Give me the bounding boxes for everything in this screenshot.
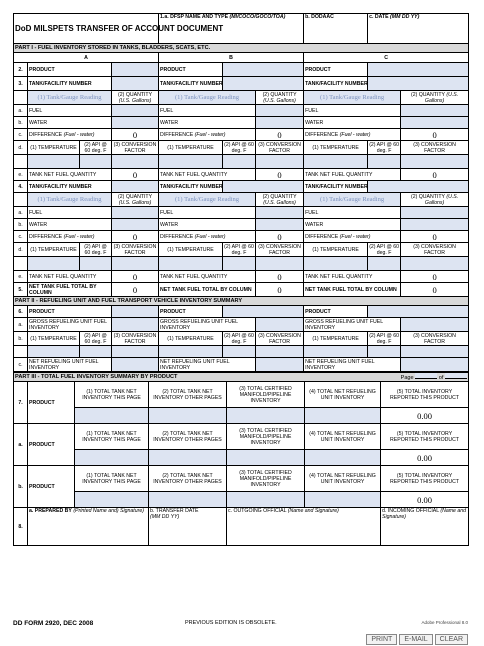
water-b-input[interactable]: [256, 117, 304, 129]
tank-reading-a[interactable]: (1) Tank/Gauge Reading: [28, 91, 112, 105]
conversion-b-input[interactable]: [256, 155, 304, 169]
gross-a-input[interactable]: [112, 318, 159, 332]
form-footer: [13, 620, 468, 643]
tank2-reading-b[interactable]: (1) Tank/Gauge Reading: [159, 193, 256, 207]
incoming-official-field[interactable]: d. INCOMING OFFICIAL (Name and Signature): [381, 508, 469, 546]
p2-conversion-b-input[interactable]: [256, 346, 304, 358]
part3-title: PART III - TOTAL FUEL INVENTORY SUMMARY BY PRODUCT: [14, 373, 305, 382]
conversion2-c-input[interactable]: [401, 257, 469, 271]
clear-button[interactable]: CLEAR: [435, 634, 468, 645]
difference-c-value: 0: [401, 129, 469, 141]
net-qty-c-value: 0: [401, 169, 469, 181]
net-total-c-value: 0: [401, 283, 469, 297]
tank2-c-input[interactable]: [368, 181, 469, 193]
p2-conversion-a-input[interactable]: [112, 346, 159, 358]
tank-label: TANK/FACILITY NUMBER: [304, 77, 368, 91]
fuel2-b-input[interactable]: [256, 207, 304, 219]
difference-b-value: 0: [256, 129, 304, 141]
net-total-b-value: 0: [256, 283, 304, 297]
product-label: PRODUCT: [159, 63, 223, 77]
p2-conversion-c-input[interactable]: [401, 346, 469, 358]
difference-a-value: 0: [112, 129, 159, 141]
product-a-input[interactable]: [112, 63, 159, 77]
fuel-b-input[interactable]: [256, 105, 304, 117]
api-b-input[interactable]: [223, 155, 256, 169]
net-qty2-c-value: 0: [401, 271, 469, 283]
net-qty2-a-value: 0: [112, 271, 159, 283]
difference2-b-value: 0: [256, 231, 304, 243]
tank-c-input[interactable]: [368, 77, 469, 91]
p3-a-col3[interactable]: [227, 450, 305, 466]
water2-a-input[interactable]: [112, 219, 159, 231]
api-c-input[interactable]: [368, 155, 401, 169]
obsolete-note: PREVIOUS EDITION IS OBSOLETE.: [185, 620, 277, 626]
api2-b-input[interactable]: [223, 257, 256, 271]
tank-reading-c[interactable]: (1) Tank/Gauge Reading: [304, 91, 401, 105]
product-b-input[interactable]: [223, 63, 304, 77]
col-c-header: C: [304, 53, 469, 63]
p2-api-a-input[interactable]: [80, 346, 112, 358]
conversion2-b-input[interactable]: [256, 257, 304, 271]
dodaac-field[interactable]: b. DODAAC: [304, 14, 368, 44]
tank2-reading-c[interactable]: (1) Tank/Gauge Reading: [304, 193, 401, 207]
net-qty-b-value: 0: [256, 169, 304, 181]
transfer-date-field[interactable]: b. TRANSFER DATE (MM DD YY): [149, 508, 227, 546]
water2-c-input[interactable]: [401, 219, 469, 231]
difference2-a-value: 0: [112, 231, 159, 243]
col-a-header: A: [14, 53, 159, 63]
net-refuel-a-input[interactable]: [112, 358, 159, 372]
api-a-input[interactable]: [80, 155, 112, 169]
p3-b-col3[interactable]: [227, 492, 305, 508]
tank-label: TANK/FACILITY NUMBER: [159, 77, 223, 91]
p3-a-col2[interactable]: [149, 450, 227, 466]
temperature2-b-input[interactable]: [159, 257, 223, 271]
prepared-by-field[interactable]: a. PREPARED BY (Printed Name and) Signature): [28, 508, 149, 546]
print-button[interactable]: PRINT: [366, 634, 397, 645]
net-qty2-b-value: 0: [256, 271, 304, 283]
conversion-c-input[interactable]: [401, 155, 469, 169]
p2-product-a-input[interactable]: [112, 306, 159, 318]
product-label: PRODUCT: [28, 63, 112, 77]
p3-7-col1[interactable]: [75, 408, 149, 424]
p2-api-b-input[interactable]: [223, 346, 256, 358]
p3-a-total: 0.00: [381, 450, 469, 466]
product-label: PRODUCT: [304, 63, 368, 77]
net-qty-a-value: 0: [112, 169, 159, 181]
p2-temperature-a-input[interactable]: [28, 346, 80, 358]
dfsp-field[interactable]: 1.a. DFSP NAME AND TYPE (MI/COCO/GOCO/TOA): [159, 14, 304, 44]
email-button[interactable]: E-MAIL: [399, 634, 432, 645]
api2-a-input[interactable]: [80, 257, 112, 271]
part2-title: PART II - REFUELING UNIT AND FUEL TRANSPORT VEHICLE INVENTORY SUMMARY: [14, 297, 469, 306]
conversion-a-input[interactable]: [112, 155, 159, 169]
fuel2-a-input[interactable]: [112, 207, 159, 219]
p3-b-col2[interactable]: [149, 492, 227, 508]
p3-7-col4[interactable]: [305, 408, 381, 424]
p2-temperature-b-input[interactable]: [159, 346, 223, 358]
water2-b-input[interactable]: [256, 219, 304, 231]
p2-temperature-c-input[interactable]: [304, 346, 368, 358]
gross-b-input[interactable]: [256, 318, 304, 332]
product-c-input[interactable]: [368, 63, 469, 77]
part1-title: PART I - FUEL INVENTORY STORED IN TANKS, BLADDERS, SCATS, ETC.: [14, 44, 469, 53]
temperature2-a-input[interactable]: [28, 257, 80, 271]
gross-c-input[interactable]: [401, 318, 469, 332]
page-total-input[interactable]: [445, 373, 467, 379]
p3-b-col1[interactable]: [75, 492, 149, 508]
water-a-input[interactable]: [112, 117, 159, 129]
water-c-input[interactable]: [401, 117, 469, 129]
p3-7-col2[interactable]: [149, 408, 227, 424]
net-total-a-value: 0: [112, 283, 159, 297]
adobe-note: Adobe Professional 8.0: [421, 620, 468, 625]
tank2-b-input[interactable]: [223, 181, 304, 193]
difference2-c-value: 0: [401, 231, 469, 243]
tank-label: TANK/FACILITY NUMBER: [28, 77, 112, 91]
form-title: DoD MILSPETS TRANSFER OF ACCOUNT DOCUMENT: [14, 14, 159, 44]
temperature-b-input[interactable]: [159, 155, 223, 169]
tank-reading-b[interactable]: (1) Tank/Gauge Reading: [159, 91, 256, 105]
p3-b-total: 0.00: [381, 492, 469, 508]
tank-a-input[interactable]: [112, 77, 159, 91]
fuel2-c-input[interactable]: [401, 207, 469, 219]
p2-api-c-input[interactable]: [368, 346, 401, 358]
api2-c-input[interactable]: [368, 257, 401, 271]
p3-7-total: 0.00: [381, 408, 469, 424]
p2-product-c-input[interactable]: [368, 306, 469, 318]
tank2-reading-a[interactable]: (1) Tank/Gauge Reading: [28, 193, 112, 207]
p3-7-col3[interactable]: [227, 408, 305, 424]
tank-b-input[interactable]: [223, 77, 304, 91]
temperature-a-input[interactable]: [28, 155, 80, 169]
conversion2-a-input[interactable]: [112, 257, 159, 271]
milspets-form: DoD MILSPETS TRANSFER OF ACCOUNT DOCUMENT 1.a. DFSP NAME AND TYPE (MI/COCO/GOCO/TOA) b. DODAAC c. DATE (MM DD YY) PART I - FUEL INVENTORY STORED IN TANKS, BLADDERS, SCATS, ETC. A B C 2. PRODUCT PRODUCT PRODUCT 3. TANK/FACILITY NUMBER TANK/FACILITY NUMBER TANK/FACILITY NUMBER (1) Tank/Gauge Reading (2) QUANTITY (U.S. Gallons) (1) Tank/Gauge Reading (2) QUANTITY (U.S. Gallons) (1) Tank/Gauge Reading (2) QUANTITY (U.S. Gallons) a. FUEL FUEL FUEL b. WATER WATER WATER c. DIFFERENCE (Fuel - water) 0 DIFFERENCE (Fuel - water) 0 DIFFERENCE (Fuel - water) 0 d. (1) TEMPERATURE (2) API @ 60 deg. F (3) CONVERSION FACTOR (1) TEMPERATURE (2) API @ 60 deg. F (3) CONVERSION FACTOR (1) TEMPERATURE (2) API @ 60 deg. F (3) CONVERSION FACTOR e. TANK NET FUEL QUANTITY 0 TANK NET FUEL QUANTITY 0 TANK NET FUEL QUANTITY 0 4. TANK/FACILITY NUMBER TANK/FACILITY NUMBER TANK/FACILITY NUMBER (1) Tank/Gauge Reading (2) QUANTITY (U.S. Gallons) (1) Tank/Gauge Reading (2) QUANTITY (U.S. Gallons) (1) Tank/Gauge Reading (2) QUANTITY (U.S. Gallons) a. FUEL FUEL FUEL b. WATER WATER WATER c. DIFFERENCE (Fuel - water) 0 DIFFERENCE (Fuel - water) 0 DIFFERENCE (Fuel - water) 0 d. (1) TEMPERATURE (2) API @ 60 deg. F (3) CONVERSION FACTOR (1) TEMPERATURE (2) API @ 60 deg. F (3) CONVERSION FACTOR (1) TEMPERATURE (2) API @ 60 deg. F (3) CONVERSION FACTOR e. TANK NET FUEL QUANTITY 0 TANK NET FUEL QUANTITY 0 TANK NET FUEL QUANTITY 0 5. NET TANK FUEL TOTAL BY COLUMN 0 NET TANK FUEL TOTAL BY COLUMN 0 NET TANK FUEL TOTAL BY COLUMN 0 PART II - REFUELING UNIT AND FUEL TRANSPORT VEHICLE INVENTORY SUMMARY 6. PRODUCT PRODUCT PRODUCT a. GROSS REFUELING UNIT FUEL INVENTORY GROSS REFUELING UNIT FUEL INVENTORY GROSS REFUELING UNIT FUEL INVENTORY b. (1) TEMPERATURE (2) API @ 60 deg. F (3) CONVERSION FACTOR (1) TEMPERATURE (2) API @ 60 deg. F (3) CONVERSION FACTOR (1) TEMPERATURE (2) API @ 60 deg. F (3) CONVERSION FACTOR c. NET REFUELING UNIT FUEL INVENTORY NET REFUELING UNIT FUEL INVENTORY NET REFUELING UNIT FUEL INVENTORY PART III - TOTAL FUEL INVENTORY SUMMARY BY PRODUCT Page of 7. PRODUCT (1) TOTAL TANK NET INVENTORY THIS PAGE (2) TOTAL TANK NET INVENTORY OTHER PAGES (3) TOTAL CERTIFIED MANIFOLD/PIPELINE INVENTORY (4) TOTAL NET REFUELING UNIT INVENTORY (5) TOTAL INVENTORY REPORTED THIS PRODUCT 0.00 a. PRODUCT (1) TOTAL TANK NET INVENTORY THIS PAGE (2) TOTAL TANK NET INVENTORY OTHER PAGES (3) TOTAL CERTIFIED MANIFOLD/PIPELINE INVENTORY (4) TOTAL NET REFUELING UNIT INVENTORY (5) TOTAL INVENTORY REPORTED THIS PRODUCT 0.00 b. PRODUCT (1) TOTAL TANK NET INVENTORY THIS PAGE (2) TOTAL TANK NET INVENTORY OTHER PAGES (3) TOTAL CERTIFIED MANIFOLD/PIPELINE INVENTORY (4) TOTAL NET REFUELING UNIT INVENTORY (5) TOTAL INVENTORY REPORTED THIS PRODUCT 0.00 8. a. PREPARED BY (Printed Name and) Signature) b. TRANSFER DATE (MM DD YY) c. OUTGOING OFFICIAL (Name and Signature) d. INCOMING OFFICIAL (Name and Signature): [13, 13, 468, 546]
page-number-input[interactable]: [415, 373, 437, 379]
net-refuel-b-input[interactable]: [256, 358, 304, 372]
temperature2-c-input[interactable]: [304, 257, 368, 271]
p3-a-col4[interactable]: [305, 450, 381, 466]
tank2-a-input[interactable]: [112, 181, 159, 193]
net-refuel-c-input[interactable]: [401, 358, 469, 372]
outgoing-official-field[interactable]: c. OUTGOING OFFICIAL (Name and Signature): [227, 508, 381, 546]
form-id: DD FORM 2920, DEC 2008: [13, 620, 94, 627]
date-field[interactable]: c. DATE (MM DD YY): [368, 14, 469, 44]
fuel-c-input[interactable]: [401, 105, 469, 117]
col-b-header: B: [159, 53, 304, 63]
p3-a-col1[interactable]: [75, 450, 149, 466]
p3-b-col4[interactable]: [305, 492, 381, 508]
fuel-a-input[interactable]: [112, 105, 159, 117]
p2-product-b-input[interactable]: [223, 306, 304, 318]
temperature-c-input[interactable]: [304, 155, 368, 169]
